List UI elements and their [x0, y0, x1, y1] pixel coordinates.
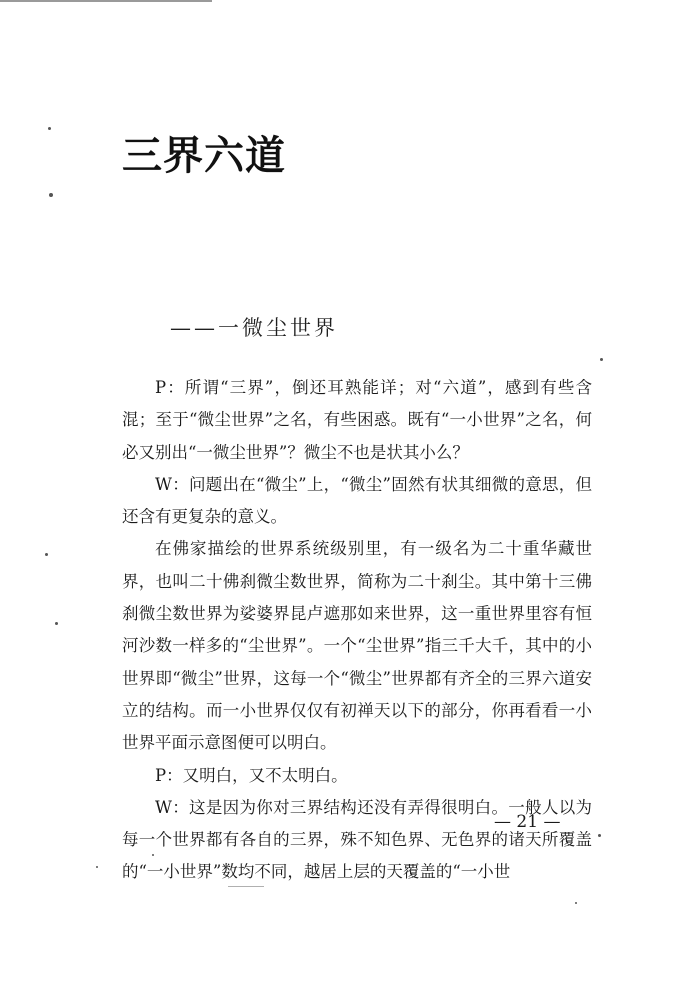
scan-speck — [598, 834, 601, 837]
scan-speck — [55, 622, 58, 625]
paragraph: W：这是因为你对三界结构还没有弄得很明白。一般人以为每一个世界都有各自的三界，殊不知色界、无色界的诸天所覆盖的“一小世界”数均不同，越居上层的天覆盖的“一小世 — [122, 797, 592, 882]
scan-mark — [228, 886, 264, 887]
paragraph: P：所谓“三界”，倒还耳熟能详；对“六道”，感到有些含混；至于“微尘世界”之名，有些困惑。既有“一小世界”之名，何必又别出“一微尘世界”？微尘不也是状其小么？ — [122, 378, 592, 462]
scan-speck — [96, 866, 98, 868]
page-number: — 21 — — [494, 812, 561, 832]
scan-speck — [600, 358, 603, 361]
section-heading: ——一微尘世界 — [170, 316, 338, 340]
scan-speck — [49, 193, 53, 197]
paragraph: 在佛家描绘的世界系统级别里，有一级名为二十重华藏世界，也叫二十佛刹微尘数世界，简称为二十刹尘。其中第十三佛刹微尘数世界为娑婆界昆卢遮那如来世界，这一重世界里容有恒河沙数一样多的“尘世界”。一个“尘世界”指三千大千，其中的小世界即“微尘”世界，这每一个“微尘”世界都有齐全的三界六道安立的结构。而一小世界仅仅有初禅天以下的部分，你再看看一小世界平面示意图便可以明白。 — [122, 539, 592, 753]
chapter-title: 三界六道 — [122, 133, 286, 179]
scan-speck — [152, 854, 154, 856]
paragraph: W：问题出在“微尘”上，“微尘”固然有状其细微的意思，但还含有更复杂的意义。 — [122, 474, 592, 527]
top-border-rule — [0, 0, 212, 2]
scan-speck — [575, 902, 577, 904]
paragraph: P：又明白，又不太明白。 — [155, 765, 348, 785]
scan-speck — [45, 553, 48, 556]
scan-speck — [48, 127, 51, 130]
